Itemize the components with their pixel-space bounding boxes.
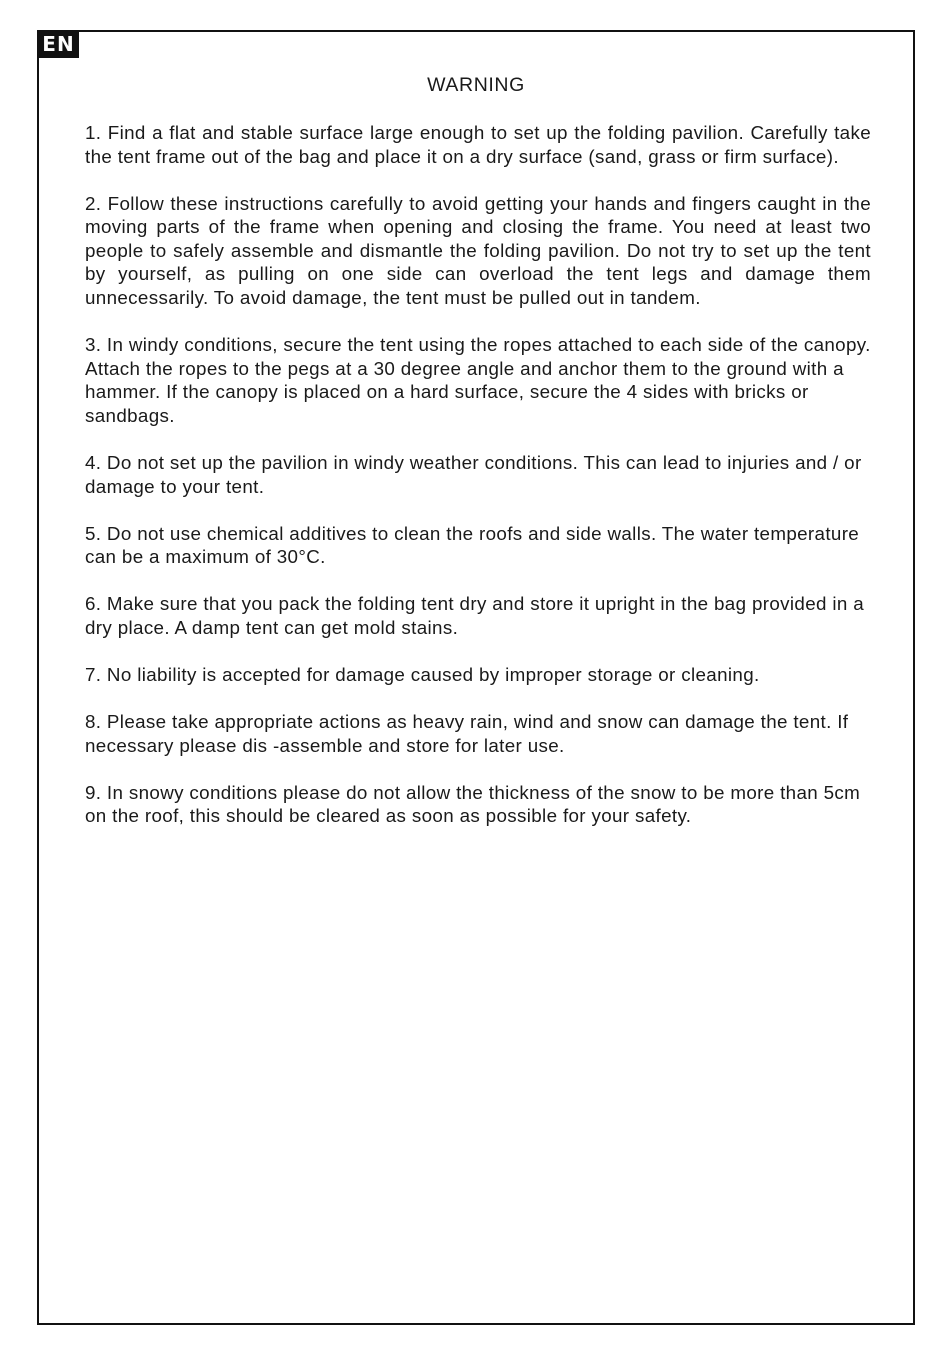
warning-item-2: 2. Follow these instructions carefully to avoid getting your hands and fingers caught in the moving parts of the frame when opening and closing the frame. You need at least two people to safely assemble and dismantle the folding pavilion. Do not try to set up the tent by yourself, as pulling on one side can overload the tent legs and damage them unnecessarily. To avoid damage, the tent must be pulled out in tandem. bbox=[85, 192, 871, 309]
page-frame bbox=[37, 30, 915, 1325]
warning-item-6: 6. Make sure that you pack the folding tent dry and store it upright in the bag provided in a dry place. A damp tent can get mold stains. bbox=[85, 593, 865, 638]
language-badge: EN bbox=[38, 31, 79, 58]
warning-heading: WARNING bbox=[427, 74, 525, 96]
warning-item-7: 7. No liability is accepted for damage caused by improper storage or cleaning. bbox=[85, 664, 760, 686]
warning-item-1: 1. Find a flat and stable surface large enough to set up the folding pavilion. Carefully take the tent frame out of the bag and place it on a dry surface (sand, grass or firm surface). bbox=[85, 122, 871, 167]
warning-item-9: 9. In snowy conditions please do not allow the thickness of the snow to be more than 5cm on the roof, this should be cleared as soon as possible for your safety. bbox=[85, 781, 861, 827]
warning-item-8: 8. Please take appropriate actions as heavy rain, wind and snow can damage the tent. If necessary please dis -assemble and store for later use. bbox=[85, 711, 849, 756]
warning-item-5: 5. Do not use chemical additives to clean the roofs and side walls. The water temperature can be a maximum of 30°C. bbox=[85, 522, 860, 568]
warning-item-4: 4. Do not set up the pavilion in windy weather conditions. This can lead to injuries and / or damage to your tent. bbox=[85, 452, 862, 497]
warning-item-3: 3. In windy conditions, secure the tent using the ropes attached to each side of the canopy. Attach the ropes to the pegs at a 30 degree angle and anchor them to the ground with a hammer. If the canopy is placed on a hard surface, secure the 4 sides with bricks or sandbags. bbox=[85, 334, 871, 426]
warning-list bbox=[85, 121, 871, 852]
